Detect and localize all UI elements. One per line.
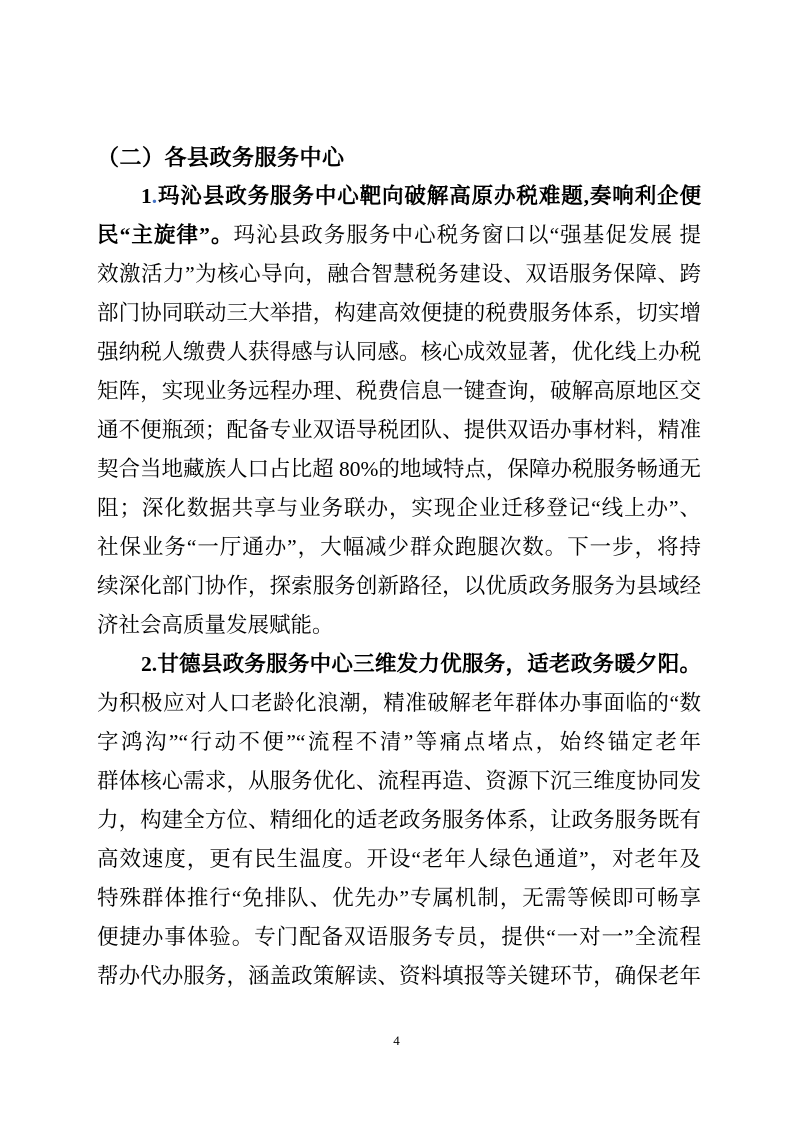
text-line	[97, 606, 701, 645]
text-line	[97, 333, 701, 372]
text-segment: 便捷办事体验。专门配备双语服务专员，提供“一对一”全流程	[97, 925, 701, 949]
text-line	[97, 957, 701, 996]
text-line	[97, 723, 701, 762]
bold-text-segment: 2.甘德县政务服务中心三维发力优服务，适老政务暖夕阳。	[141, 652, 701, 676]
text-line	[97, 762, 701, 801]
text-segment: 特殊群体推行“免排队、优先办”专属机制，无需等候即可畅享	[97, 886, 701, 910]
text-line	[97, 684, 701, 723]
text-line	[97, 372, 701, 411]
text-segment: 高效速度，更有民生温度。开设“老年人绿色通道”，对老年及	[97, 847, 701, 871]
text-segment: 部门协同联动三大举措，构建高效便捷的税费服务体系，切实增	[97, 301, 701, 325]
text-segment: 玛沁县政务服务中心税务窗口以“强基促发展 提	[233, 223, 701, 247]
text-line	[97, 567, 701, 606]
text-line	[97, 879, 701, 918]
text-segment: 矩阵，实现业务远程办理、税费信息一键查询，破解高原地区交	[97, 379, 701, 403]
text-segment: 社保业务“一厅通办”，大幅减少群众跑腿次数。下一步，将持	[97, 535, 701, 559]
text-line	[97, 177, 701, 216]
text-segment: 阻；深化数据共享与业务联办，实现企业迁移登记“线上办”、	[97, 496, 701, 520]
text-segment: 字鸿沟”“行动不便”“流程不清”等痛点堵点，始终锚定老年	[97, 730, 701, 754]
page-number: 4	[393, 1033, 400, 1048]
text-segment: 帮办代办服务，涵盖政策解读、资料填报等关键环节，确保老年	[97, 964, 701, 988]
bold-text-segment: 玛沁县政务服务中心靶向破解高原办税难题,奏响利企便	[157, 184, 701, 208]
text-line	[97, 216, 701, 255]
text-line	[97, 840, 701, 879]
section-heading: （二）各县政务服务中心	[97, 145, 345, 170]
document-body	[97, 177, 701, 996]
text-segment: 通不便瓶颈；配备专业双语导税团队、提供双语办事材料，精准	[97, 418, 701, 442]
bold-text-segment: .	[151, 184, 158, 208]
text-line	[97, 801, 701, 840]
bold-text-segment: 1	[141, 184, 152, 208]
text-line	[97, 528, 701, 567]
text-line	[97, 411, 701, 450]
text-segment: 济社会高质量发展赋能。	[97, 613, 334, 637]
text-line	[97, 450, 701, 489]
document-content	[97, 138, 701, 996]
text-segment: 为积极应对人口老龄化浪潮，精准破解老年群体办事面临的“数	[97, 691, 701, 715]
text-line	[97, 645, 701, 684]
text-line	[97, 489, 701, 528]
text-segment: 效激活力”为核心导向，融合智慧税务建设、双语服务保障、跨	[97, 262, 701, 286]
text-segment: 群体核心需求，从服务优化、流程再造、资源下沉三维度协同发	[97, 769, 701, 793]
text-segment: 强纳税人缴费人获得感与认同感。核心成效显著，优化线上办税	[97, 340, 701, 364]
text-line	[97, 255, 701, 294]
text-line	[97, 294, 701, 333]
text-segment: 契合当地藏族人口占比超 80%的地域特点，保障办税服务畅通无	[97, 457, 701, 481]
bold-text-segment: 民“主旋律”。	[97, 223, 234, 247]
text-segment: 力，构建全方位、精细化的适老政务服务体系，让政务服务既有	[97, 808, 701, 832]
text-segment: 续深化部门协作，探索服务创新路径，以优质政务服务为县域经	[97, 574, 701, 598]
text-line	[97, 918, 701, 957]
